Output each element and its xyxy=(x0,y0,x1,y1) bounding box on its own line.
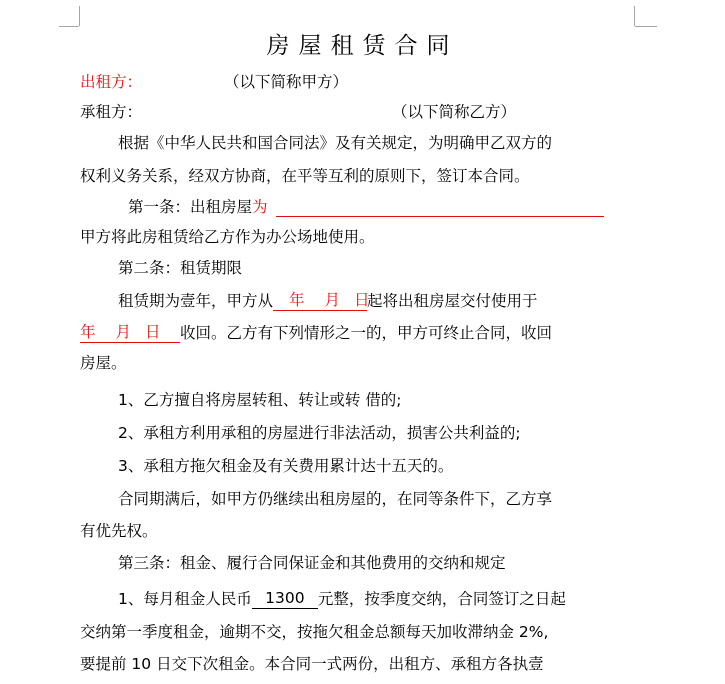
renew-line-1: 合同期满后，如甲方仍继续出租房屋的，在同等条件下，乙方享 xyxy=(118,490,553,508)
margin-mark xyxy=(634,6,635,26)
rent-line-1 xyxy=(118,588,566,609)
rent-line-3: 要提前 10 日交下次租金。本合同一式两份，出租方、承租方各执壹 xyxy=(80,655,544,673)
term-1-suffix: 起将出租房屋交付使用于 xyxy=(367,292,538,310)
renew-line-2: 有优先权。 xyxy=(80,522,158,540)
address-blank xyxy=(276,198,604,217)
rent-line-2: 交纳第一季度租金，逾期不交，按拖欠租金总额每天加收滞纳金 2%, xyxy=(80,623,549,641)
margin-mark xyxy=(59,26,79,27)
end-year: 年 xyxy=(80,323,96,341)
article-3-title: 第三条：租金、履行合同保证金和其他费用的交纳和规定 xyxy=(118,554,506,572)
term-line-2 xyxy=(80,322,552,343)
start-day: 日 xyxy=(354,291,370,309)
rent-1-prefix: 1、每月租金人民币 xyxy=(118,590,252,608)
clause-item-2: 2、承租方利用承租的房屋进行非法活动，损害公共利益的; xyxy=(118,424,521,442)
document-title: 房屋租赁合同 xyxy=(266,33,459,59)
term-line-3: 房屋。 xyxy=(80,354,127,372)
start-month: 月 xyxy=(324,291,341,309)
margin-mark xyxy=(635,26,657,27)
rent-1-suffix: 元整，按季度交纳，合同签订之日起 xyxy=(317,590,566,608)
intro-line-1: 根据《中华人民共和国合同法》及有关规定，为明确甲乙双方的 xyxy=(118,134,553,152)
article-1-prefix: 第一条：出租房屋 xyxy=(128,198,253,216)
article-1-line xyxy=(128,197,604,217)
margin-mark xyxy=(79,6,80,26)
lessee-note: （以下简称乙方） xyxy=(392,103,517,121)
clause-item-1: 1、乙方擅自将房屋转租、转让或转 借的; xyxy=(118,391,402,409)
lessee-label: 承租方： xyxy=(80,103,143,121)
term-line-1 xyxy=(118,290,538,311)
article-2-title: 第二条：租赁期限 xyxy=(118,259,243,277)
intro-line-2: 权利义务关系，经双方协商，在平等互利的原则下，签订本合同。 xyxy=(80,167,530,185)
end-date-blank xyxy=(80,322,180,343)
lessor-note: （以下简称甲方） xyxy=(224,73,349,91)
lessor-line xyxy=(80,72,348,92)
term-2-suffix: 收回。乙方有下列情形之一的，甲方可终止合同，收回 xyxy=(180,324,553,342)
article-1-red: 为 xyxy=(252,198,268,216)
start-date-blank xyxy=(273,290,370,311)
end-day: 日 xyxy=(145,323,161,341)
start-year: 年 xyxy=(289,291,305,309)
lessee-line xyxy=(80,102,516,122)
lessor-label: 出租方： xyxy=(80,73,143,91)
rent-amount: 1300 xyxy=(252,588,318,609)
article-1-line-2: 甲方将此房租赁给乙方作为办公场地使用。 xyxy=(80,228,375,246)
end-month: 月 xyxy=(115,323,132,341)
clause-item-3: 3、承租方拖欠租金及有关费用累计达十五天的。 xyxy=(118,457,454,475)
term-1-prefix: 租赁期为壹年，甲方从 xyxy=(118,292,274,310)
